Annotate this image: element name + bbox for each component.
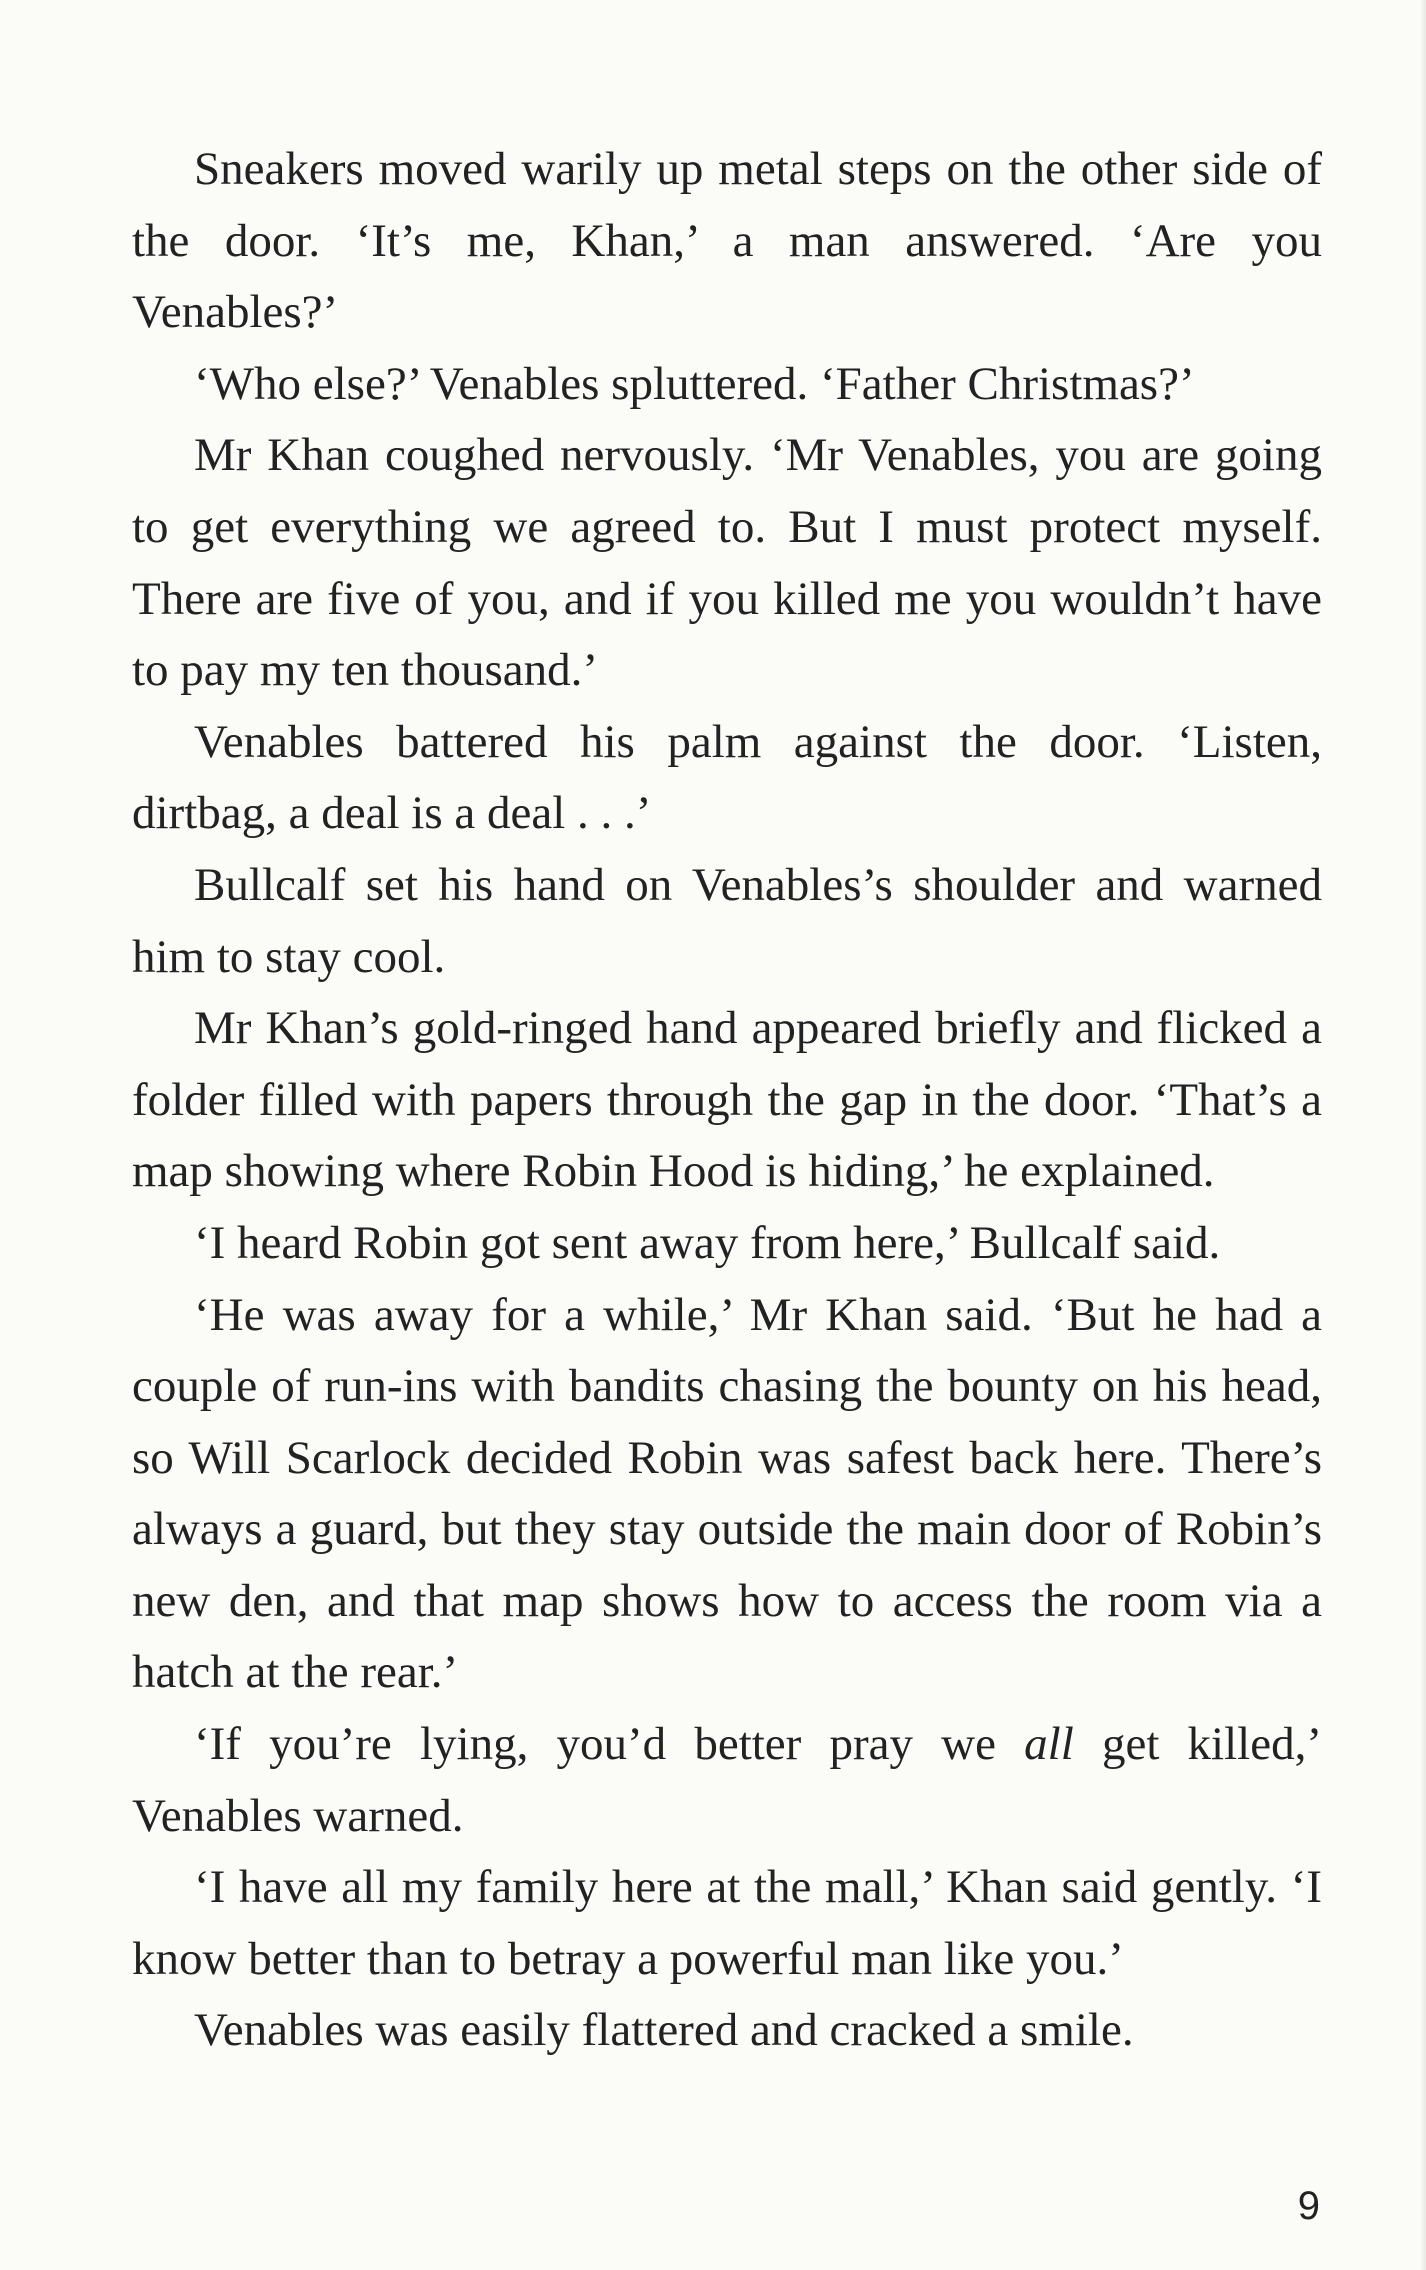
text-run: get killed,’ Venables warned. — [132, 1718, 1322, 1842]
paragraph: ‘Who else?’ Venables spluttered. ‘Father Christmas?’ — [194, 357, 1195, 410]
scan-edge — [1420, 0, 1426, 2270]
paragraph: Sneakers moved warily up metal steps on the other side of the door. ‘It’s me, Khan,’ a man answered. ‘Are you Venables?’ — [132, 143, 1322, 339]
paragraph: Bullcalf set his hand on Venables’s shoulder and warned him to stay cool. — [132, 858, 1322, 983]
page-number: 9 — [1297, 2184, 1320, 2228]
paragraph: Mr Khan’s gold-ringed hand appeared briefly and flicked a folder filled with papers through the gap in the door. ‘That’s a map showing where Robin Hood is hiding,’ he explained. — [132, 1002, 1322, 1198]
text-run: ‘If you’re lying, you’d better pray we — [194, 1718, 1025, 1771]
paragraph: ‘I have all my family here at the mall,’ Khan said gently. ‘I know better than to betray a powerful man like you.’ — [132, 1861, 1322, 1985]
paragraph: ‘I heard Robin got sent away from here,’ Bullcalf said. — [194, 1216, 1221, 1269]
paragraph-with-emphasis — [132, 1709, 1322, 1852]
page-body — [132, 134, 1322, 2067]
paragraph: Venables was easily flattered and cracked a smile. — [194, 2004, 1134, 2057]
paragraph: Mr Khan coughed nervously. ‘Mr Venables, you are going to get everything we agreed to. But I must protect myself. There are five of you, and if you killed me you wouldn’t have to pay my ten thousand.’ — [132, 429, 1322, 697]
paragraph: Venables battered his palm against the door. ‘Listen, dirtbag, a deal is a deal . . .’ — [132, 715, 1322, 840]
emphasis: all — [1024, 1718, 1074, 1771]
paragraph: ‘He was away for a while,’ Mr Khan said. ‘But he had a couple of run-ins with bandits chasing the bounty on his head, so Will Scarlock decided Robin was safest back here. There’s always a guard, but they stay outside the main door of Robin’s new den, and that map shows how to access the room via a hatch at the rear.’ — [132, 1288, 1322, 1699]
